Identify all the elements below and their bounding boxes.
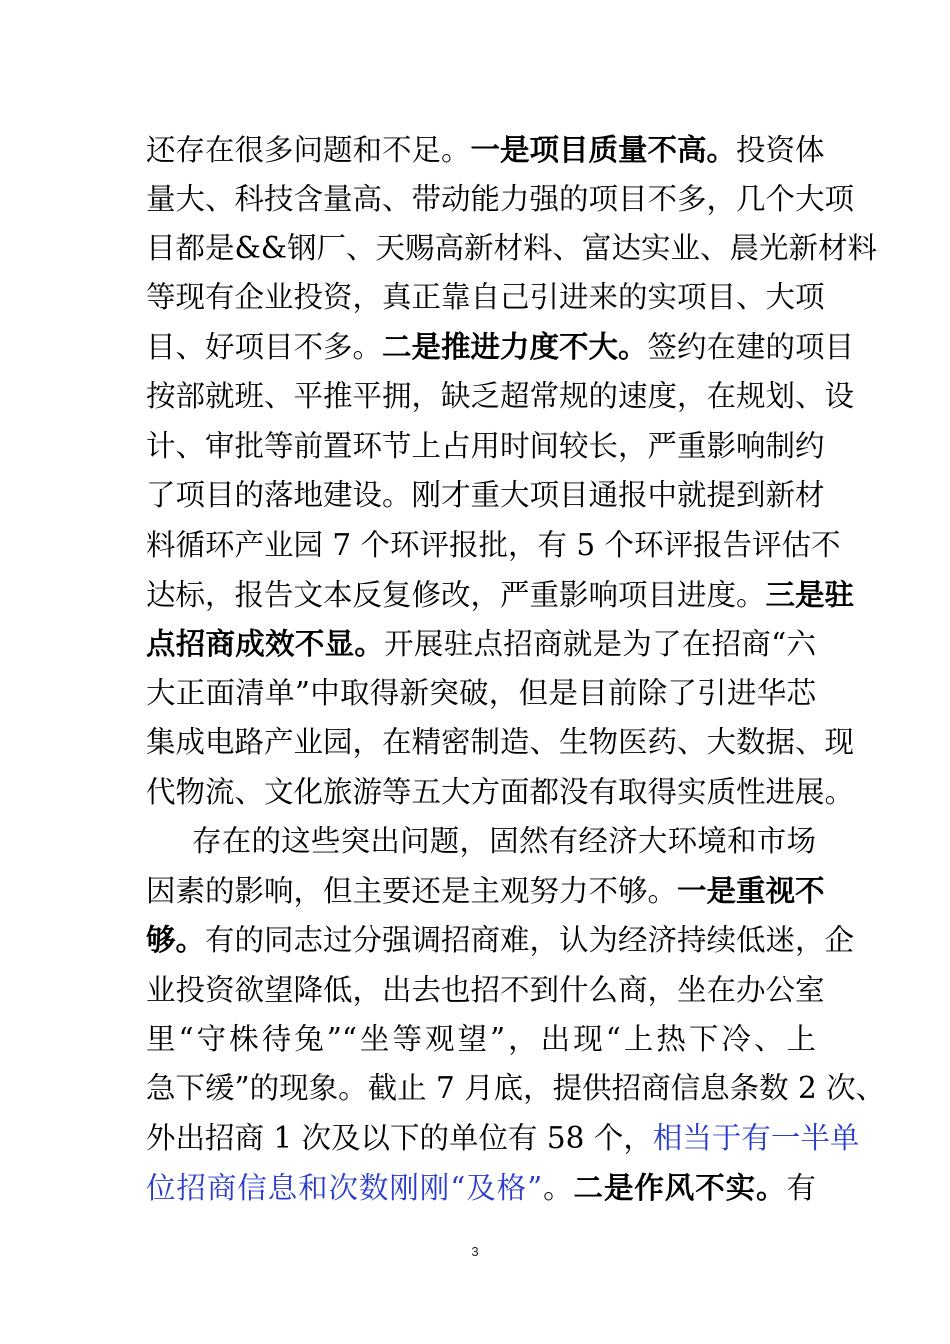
bold-heading: 一是项目质量不高。: [470, 132, 737, 167]
text-segment: 代物流、文化旅游等五大方面都没有取得实质性进展。: [146, 775, 855, 809]
text-line: [146, 226, 878, 270]
text-segment: 有的同志过分强调招商难，认为经济持续低迷，企: [205, 923, 855, 957]
text-segment: 大正面清单”中取得新突破，但是目前除了引进华芯: [146, 676, 816, 710]
text-segment: 里“守株待兔”“坐等观望”，出现“上热下冷、上: [146, 1022, 816, 1056]
text-segment: 按部就班、平推平拥，缺乏超常规的速度，在规划、设: [146, 379, 855, 413]
text-line: [146, 275, 825, 319]
highlighted-text: 相当于有一半单: [652, 1121, 860, 1155]
text-line: [146, 869, 825, 913]
text-line: [146, 622, 816, 666]
text-segment: 等现有企业投资，真正靠自己引进来的实项目、大项: [146, 280, 825, 314]
bold-heading: 二是作风不实。: [573, 1170, 787, 1205]
text-line: [146, 177, 855, 221]
text-line: [146, 523, 841, 567]
text-line: [146, 128, 825, 172]
text-segment: 集成电路产业园，在精密制造、生物医药、大数据、现: [146, 725, 855, 759]
text-line: [146, 918, 855, 962]
paragraph-first-line: [192, 819, 816, 863]
text-segment: 有: [786, 1171, 816, 1205]
text-line: [146, 1017, 816, 1061]
text-line: [146, 1166, 816, 1210]
text-segment: 目都是&&钢厂、天赐高新材料、富达实业、晨光新材料: [146, 231, 878, 265]
text-segment: 业投资欲望降低，出去也招不到什么商，坐在办公室: [146, 973, 825, 1007]
text-line: [146, 573, 855, 617]
text-segment: 外出招商 1 次及以下的单位有 58 个，: [146, 1121, 653, 1155]
text-segment: 存在的这些突出问题，固然有经济大环境和市场: [192, 824, 816, 858]
page-number: 3: [471, 1244, 479, 1259]
text-segment: 达标，报告文本反复修改，严重影响项目进度。: [146, 578, 766, 612]
bold-heading: 点招商成效不显。: [146, 626, 385, 661]
text-segment: 目、好项目不多。: [146, 330, 383, 364]
bold-heading: 一是重视不: [677, 873, 825, 908]
text-segment: 开展驻点招商就是为了在招商“六: [384, 627, 816, 661]
text-segment: 。: [542, 1171, 574, 1205]
highlighted-text: 位招商信息和次数刚刚“及格”: [146, 1171, 543, 1205]
text-line: [146, 325, 855, 369]
text-segment: 签约在建的项目: [647, 330, 855, 364]
text-line: [146, 1066, 886, 1110]
text-line: [146, 374, 855, 418]
bold-heading: 够。: [146, 922, 206, 957]
text-segment: 因素的影响，但主要还是主观努力不够。: [146, 874, 678, 908]
bold-heading: 三是驻: [765, 577, 855, 612]
text-segment: 投资体: [736, 133, 825, 167]
text-segment: 量大、科技含量高、带动能力强的项目不多，几个大项: [146, 182, 855, 216]
text-line: [146, 968, 825, 1012]
text-segment: 急下缓”的现象。截止 7 月底，提供招商信息条数 2 次、: [146, 1071, 886, 1105]
text-segment: 还存在很多问题和不足。: [146, 133, 471, 167]
text-segment: 料循环产业园 7 个环评报批，有 5 个环评报告评估不: [146, 528, 841, 562]
text-line: [146, 424, 825, 468]
text-line: [146, 671, 816, 715]
text-line: [146, 770, 855, 814]
text-line: [146, 1116, 860, 1160]
text-segment: 计、审批等前置环节上占用时间较长，严重影响制约: [146, 429, 825, 463]
text-line: [146, 720, 855, 764]
bold-heading: 二是推进力度不大。: [382, 329, 648, 364]
text-line: [146, 473, 825, 517]
text-segment: 了项目的落地建设。刚才重大项目通报中就提到新材: [146, 478, 825, 512]
